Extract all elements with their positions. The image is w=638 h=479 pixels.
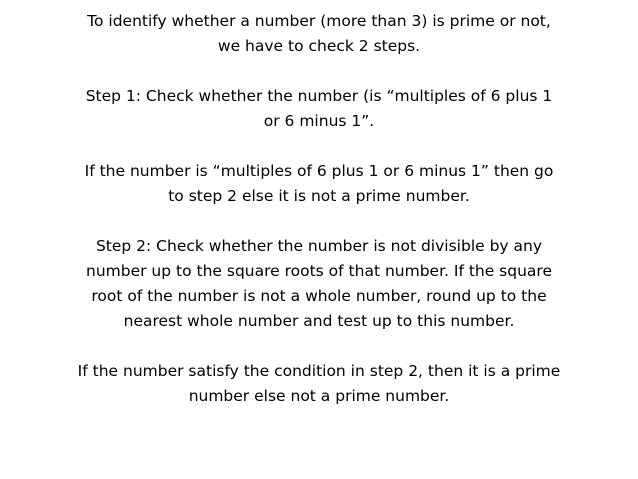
step-1-condition-paragraph: If the number is “multiples of 6 plus 1 or 6 minus 1” then go to step 2 else it is not a prime number.	[84, 162, 554, 205]
conclusion-paragraph: If the number satisfy the condition in step 2, then it is a prime number else not a prime number.	[77, 362, 561, 405]
step-1-paragraph: Step 1: Check whether the number (is “multiples of 6 plus 1 or 6 minus 1”.	[85, 87, 553, 130]
step-2-paragraph: Step 2: Check whether the number is not divisible by any number up to the square roots of that number. If the square root of the number is not a whole number, round up to the nearest whole number and test up to this number.	[86, 237, 552, 330]
intro-paragraph: To identify whether a number (more than 3) is prime or not, we have to check 2 steps.	[87, 12, 551, 55]
